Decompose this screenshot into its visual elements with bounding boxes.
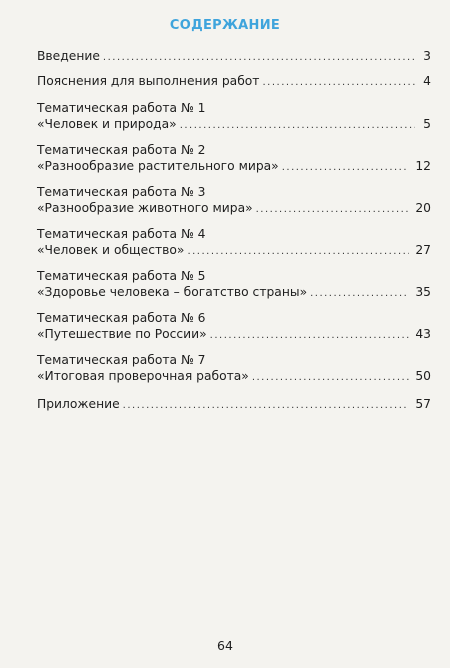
toc-entry-work-2 (37, 142, 431, 176)
toc-entry-explanations (37, 73, 431, 91)
toc-entry-page: 5 (423, 117, 431, 131)
toc-entry-title: «Разнообразие животного мира» (37, 201, 253, 215)
toc-entry-work-7 (37, 352, 431, 386)
toc-entry-work-3 (37, 184, 431, 218)
toc-entry-work-1 (37, 100, 431, 134)
leader-dots (282, 160, 410, 176)
toc-entry-title: Пояснения для выполнения работ (37, 74, 260, 88)
leader-dots (262, 75, 415, 91)
toc-entry-heading: Тематическая работа № 5 (37, 269, 206, 283)
toc-entry-work-5 (37, 268, 431, 302)
page-number: 64 (217, 638, 233, 653)
toc-entry-page: 50 (415, 369, 431, 383)
leader-dots (256, 202, 410, 218)
toc-entry-title: Введение (37, 49, 100, 63)
toc-entry-page: 12 (415, 159, 431, 173)
toc-entry-heading: Тематическая работа № 2 (37, 143, 206, 157)
toc-entry-work-6 (37, 310, 431, 344)
toc-entry-heading: Тематическая работа № 7 (37, 353, 206, 367)
page-title: СОДЕРЖАНИЕ (169, 18, 281, 33)
toc-entry-heading: Тематическая работа № 1 (37, 101, 206, 115)
toc-entry-heading: Тематическая работа № 4 (37, 227, 206, 241)
toc-entry-work-4 (37, 226, 431, 260)
toc-entry-title: «Итоговая проверочная работа» (37, 369, 249, 383)
toc-entry-appendix (37, 396, 431, 414)
toc-entry-title: «Здоровье человека – богатство страны» (37, 285, 308, 299)
toc-entry-heading: Тематическая работа № 3 (37, 185, 206, 199)
toc-entry-page: 3 (423, 49, 431, 63)
leader-dots (180, 118, 415, 134)
toc-entry-page: 27 (415, 243, 431, 257)
toc-entry-page: 4 (423, 74, 431, 88)
toc-entry-title: «Разнообразие растительного мира» (37, 159, 279, 173)
leader-dots (252, 370, 410, 386)
toc-entry-title: «Человек и общество» (37, 243, 185, 257)
leader-dots (103, 50, 415, 66)
toc-entry-introduction (37, 48, 431, 66)
leader-dots (187, 244, 409, 260)
leader-dots (210, 328, 410, 344)
leader-dots (123, 398, 410, 414)
toc-entry-heading: Тематическая работа № 6 (37, 311, 206, 325)
toc-entry-page: 35 (415, 285, 431, 299)
leader-dots (310, 286, 409, 302)
toc-entry-title: «Путешествие по России» (37, 327, 207, 341)
toc-entry-page: 57 (415, 397, 431, 411)
toc-entry-page: 20 (415, 201, 431, 215)
toc-entry-title: Приложение (37, 397, 120, 411)
toc-entry-title: «Человек и природа» (37, 117, 177, 131)
toc-entry-page: 43 (415, 327, 431, 341)
